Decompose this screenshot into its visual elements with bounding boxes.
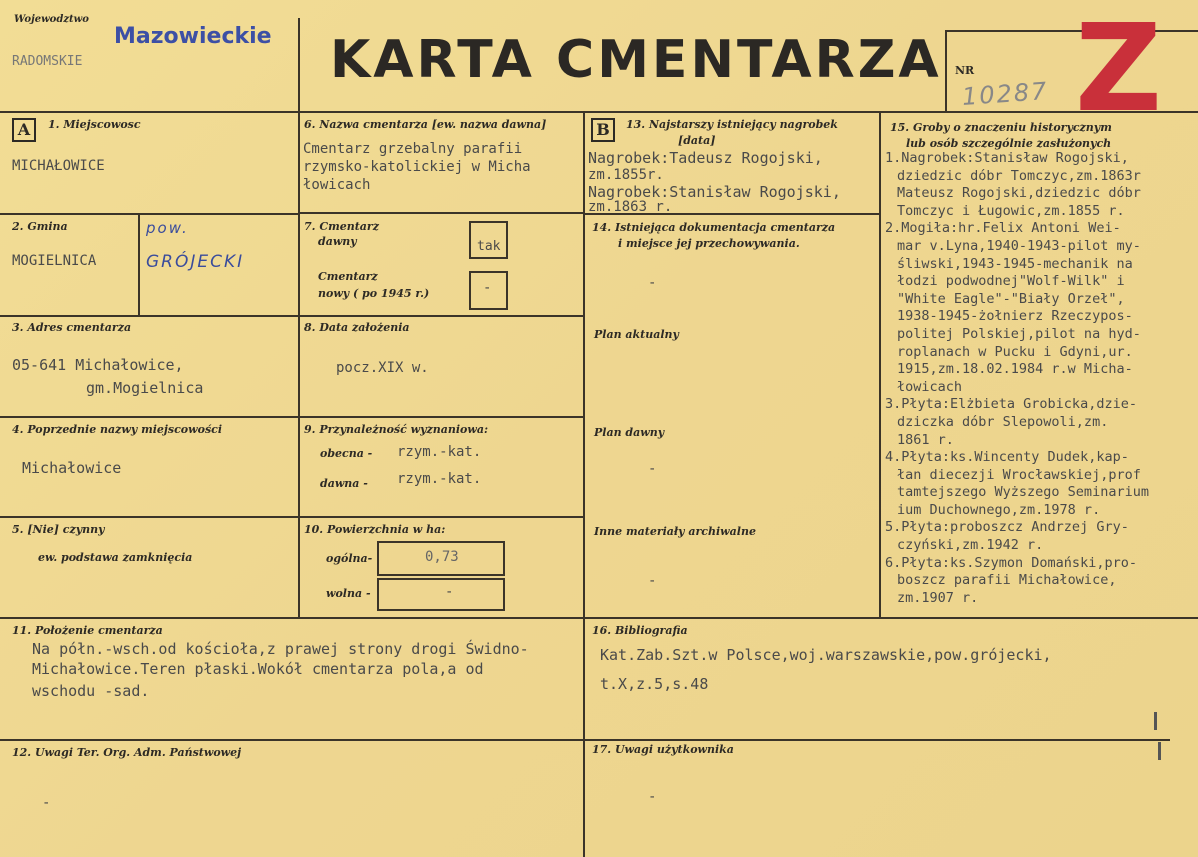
adres-line2: gm.Mogielnica [86,379,204,397]
dokumentacja-label-2: i miejsce jej przechowywania. [618,237,800,250]
dawny-label: dawny [318,235,357,248]
staple-mark [1154,712,1157,730]
wojewodztwo-stamp: Mazowieckie [114,24,272,49]
groby-line: boszcz parafii Michałowice, [897,572,1117,589]
miejscowosc-value: MICHAŁOWICE [12,158,105,174]
uwagi-uzytkownika-value: - [648,789,657,805]
wolna-value: - [445,584,454,600]
bibliografia-line1: Kat.Zab.Szt.w Polsce,woj.warszawskie,pow.grójecki, [600,646,1052,664]
groby-line: 3.Płyta:Elżbieta Grobicka,dzie- [885,396,1137,413]
inne-materialy-label: Inne materiały archiwalne [594,525,756,538]
bibliografia-label: 16. Bibliografia [592,624,688,637]
rule-right [879,111,881,617]
groby-line: roplanach w Pucku i Gdyni,ur. [897,343,1133,360]
adres-line1: 05-641 Michałowice, [12,356,184,374]
groby-line: tamtejszego Wyższego Seminarium [897,484,1149,501]
groby-line: 1938-1945-żołnierz Rzeczypos- [897,308,1133,325]
rule-bottom2 [0,739,1170,741]
groby-line: 6.Płyta:ks.Szymon Domański,pro- [885,554,1137,571]
section-b-badge: B [591,118,615,142]
uwagi-label: 12. Uwagi Ter. Org. Adm. Państwowej [12,746,242,759]
ogolna-value: 0,73 [425,549,459,565]
gmina-value: MOGIELNICA [12,253,97,269]
obecna-value: rzym.-kat. [397,444,482,460]
wolna-box [377,578,505,611]
groby-line: 4.Płyta:ks.Wincenty Dudek,kap- [885,449,1129,466]
rule-row1 [0,213,298,215]
najstarszy-line4: zm.1863 r. [588,199,673,215]
wolna-label: wolna - [326,587,371,600]
staple-mark-2 [1158,742,1161,760]
polozenie-label: 11. Położenie cmentarza [12,624,163,637]
groby-line: zm.1907 r. [897,589,979,606]
plan-aktualny-label: Plan aktualny [594,328,679,341]
najstarszy-label-2: [data] [678,134,716,147]
groby-line: łodzi podwodnej"Wolf-Wilk" i [897,273,1125,290]
section-a-badge: A [12,118,36,142]
groby-line: dziedzic dóbr Tomczyc,zm.1863r [897,167,1141,184]
category-letter: Z [1075,0,1163,139]
czynny-label: 5. [Nie] czynny [12,523,105,536]
data-zalozenia-value: pocz.XIX w. [336,360,429,376]
dokumentacja-label: 14. Istniejąca dokumentacja cmentarza [592,221,836,234]
groby-line: śliwski,1943-1945-mechanik na [897,255,1133,272]
rule-row4 [0,516,583,518]
nr-label: NR [955,64,975,77]
nazwa-label: 6. Nazwa cmentarza [ew. nazwa dawna] [304,118,547,131]
groby-label: 15. Groby o znaczeniu historycznym [890,121,1112,134]
inne-materialy-value: - [648,573,657,589]
rule-title-left [298,18,300,618]
powiat-label: pow. [146,219,189,237]
dawna-value: rzym.-kat. [397,471,482,487]
gmina-label: 2. Gmina [12,220,68,233]
dawny-value: tak [477,239,501,254]
powierzchnia-label: 10. Powierzchnia w ha: [304,523,446,536]
rule-mid [583,111,585,857]
nowy-label: Cmentarz [318,270,378,283]
nr-value: 10287 [961,77,1050,111]
groby-list [885,150,1198,610]
groby-line: 1.Nagrobek:Stanisław Rogojski, [885,150,1129,166]
groby-line: ium Duchownego,zm.1978 r. [897,501,1101,518]
poprzednie-value: Michałowice [22,459,122,477]
nowy-value: - [483,280,492,296]
groby-line: 5.Płyta:proboszcz Andrzej Gry- [885,519,1129,536]
czynny-sublabel: ew. podstawa zamknięcia [38,551,193,564]
najstarszy-label: 13. Najstarszy istniejący nagrobek [626,118,838,131]
cmentarz-label: 7. Cmentarz [304,220,379,233]
polozenie-line3: wschodu -sad. [32,682,150,700]
rule-row6 [298,212,583,214]
przynaleznosc-label: 9. Przynależność wyznaniowa: [304,423,489,436]
poprzednie-label: 4. Poprzednie nazwy miejscowości [12,423,223,436]
groby-line: 1915,zm.18.02.1984 r.w Micha- [897,361,1133,378]
plan-dawny-label: Plan dawny [594,426,665,439]
rule-gmina [138,213,140,315]
najstarszy-line2: zm.1855r. [588,167,664,183]
groby-line: mar v.Lyna,1940-1943-pilot my- [897,237,1141,254]
dawna-label: dawna - [320,477,368,490]
nazwa-line2: rzymsko-katolickiej w Micha [303,159,531,175]
wojewodztwo-typed: RADOMSKIE [12,54,83,69]
card-title: KARTA CMENTARZA [330,30,942,90]
plan-dawny-value: - [648,461,657,477]
polozenie-line2: Michałowice.Teren płaski.Wokół cmentarza pola,a od [32,660,484,678]
groby-line: 1861 r. [897,431,954,448]
najstarszy-line1: Nagrobek:Tadeusz Rogojski, [588,149,823,167]
groby-line: 2.Mogiła:hr.Felix Antoni Wei- [885,220,1121,237]
adres-label: 3. Adres cmentarza [12,321,132,334]
groby-line: Tomczyc i Ługowic,zm.1855 r. [897,202,1125,219]
rule-nr-left [945,30,947,111]
obecna-label: obecna - [320,447,373,460]
nazwa-line1: Cmentarz grzebalny parafii [303,141,523,157]
rule-header [0,111,1198,113]
bibliografia-line2: t.X,z.5,s.48 [600,675,709,693]
groby-line: Mateusz Rogojski,dziedzic dóbr [897,185,1141,202]
groby-line: łan diecezji Wrocławskiej,prof [897,466,1141,483]
miejscowosc-label: 1. Miejscowosc [48,118,141,131]
groby-line: łowicach [897,378,963,395]
groby-line: dziczka dóbr Slepowoli,zm. [897,413,1109,430]
nowy-label-2: nowy ( po 1945 r.) [318,287,430,300]
najstarszy-line3: Nagrobek:Stanisław Rogojski, [588,183,841,201]
wojewodztwo-label: Wojewodztwo [14,14,89,25]
ogolna-label: ogólna- [326,552,373,565]
groby-line: "White Eagle"-"Biały Orzeł", [897,290,1125,307]
groby-label-2: lub osób szczególnie zasłużonych [906,137,1112,150]
nazwa-line3: łowicach [303,177,371,193]
rule-row2 [0,315,583,317]
data-zalozenia-label: 8. Data założenia [304,321,410,334]
uwagi-uzytkownika-label: 17. Uwagi użytkownika [592,743,734,756]
dokumentacja-value: - [648,275,657,291]
uwagi-value: - [42,795,51,811]
powiat-value: GRÓJECKI [146,252,245,272]
rule-row3 [0,416,583,418]
rule-bottom1 [0,617,1198,619]
groby-line: czyński,zm.1942 r. [897,537,1044,554]
groby-line: politej Polskiej,pilot na hyd- [897,325,1141,342]
polozenie-line1: Na półn.-wsch.od kościoła,z prawej strony drogi Świdno- [32,640,529,658]
